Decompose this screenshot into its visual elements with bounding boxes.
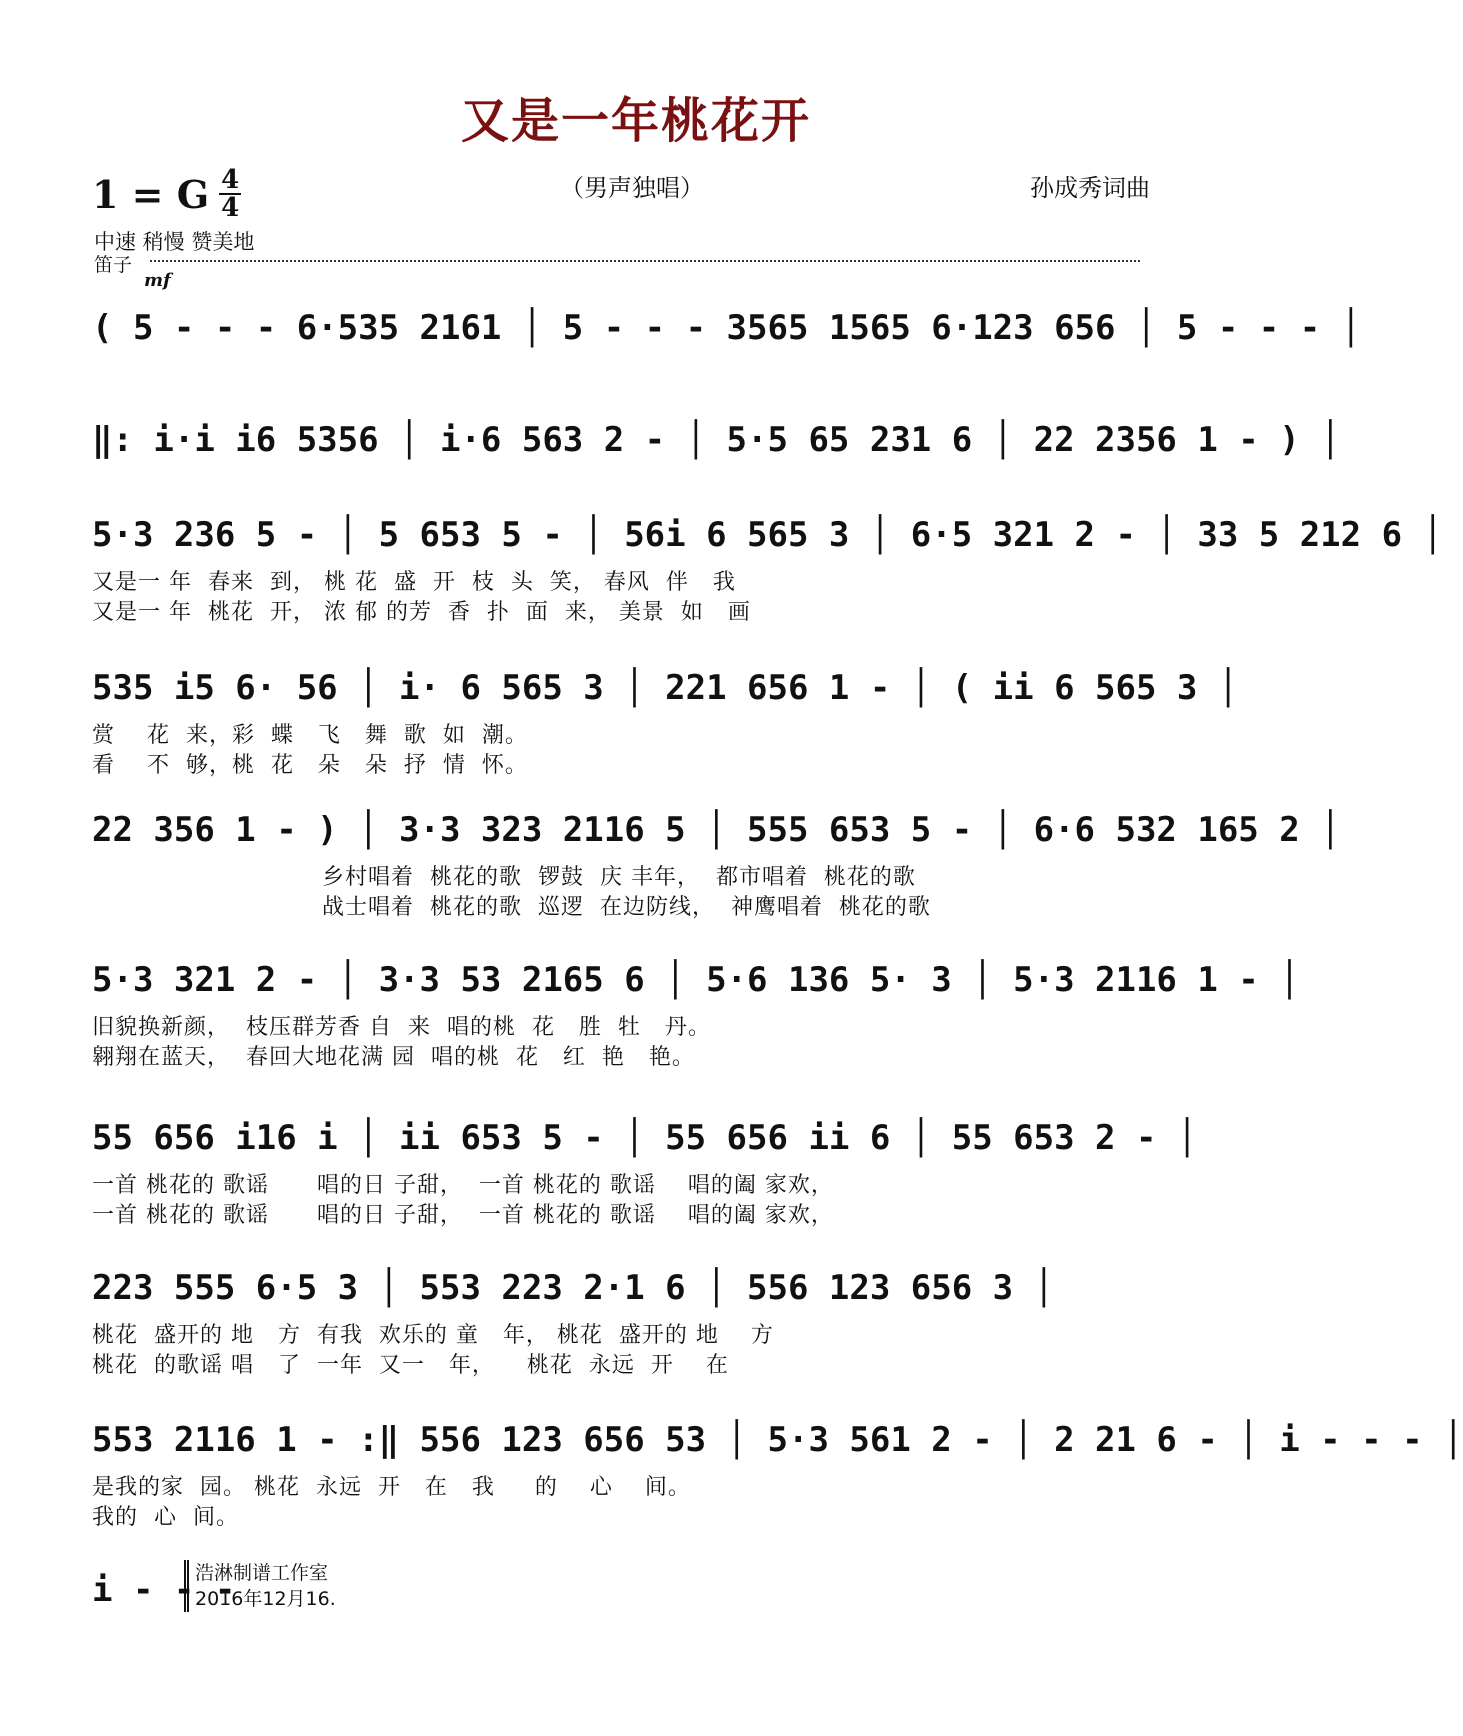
lyric-verse-2: 战士唱着 桃花的歌 巡逻 在边防线， 神鹰唱着 桃花的歌 <box>322 895 931 920</box>
composer-credit: 孙成秀词曲 <box>1030 174 1150 202</box>
notation-line: ‖: i·i i6 5356 │ i·6 563 2 - │ 5·5 65 231 6 │ 22 2356 1 - ) │ <box>92 420 1341 460</box>
notation-line: 553 2116 1 - :‖ 556 123 656 53 │ 5·3 561 2 - │ 2 21 6 - │ i - - - │ <box>92 1420 1463 1460</box>
score-system-3 <box>92 505 1444 625</box>
notation-line: 22 356 1 - ) │ 3·3 323 2116 5 │ 555 653 5 - │ 6·6 532 165 2 │ <box>92 810 1341 850</box>
notation-line: 535 i5 6· 56 │ i· 6 565 3 │ 221 656 1 - │ ( ii 6 565 3 │ <box>92 668 1239 708</box>
meter-bottom: 4 <box>221 193 240 223</box>
lyric-verse-1: 旧貌换新颜， 枝压群芳香 自 来 唱的桃 花 胜 牡 丹。 <box>92 1015 711 1040</box>
notation-line: 55 656 i16 i │ ii 653 5 - │ 55 656 ii 6 │ 55 653 2 - │ <box>92 1118 1198 1158</box>
notation-line: 5·3 236 5 - │ 5 653 5 - │ 56i 6 565 3 │ 6·5 321 2 - │ 33 5 212 6 │ <box>92 515 1444 555</box>
lyric-verse-2: 看 不 够，桃 花 朵 朵 抒 情 怀。 <box>92 753 528 778</box>
instrument-dotted-line <box>150 260 1140 262</box>
key-label: 1 = G <box>92 171 210 217</box>
score-system-9 <box>92 1410 1463 1530</box>
studio-credit <box>184 1560 336 1612</box>
lyric-verse-1: 桃花 盛开的 地 方 有我 欢乐的 童 年， 桃花 盛开的 地 方 <box>92 1323 774 1348</box>
score-system-1 <box>92 298 1362 358</box>
score-system-7 <box>92 1108 1198 1228</box>
score-system-8 <box>92 1258 1172 1378</box>
score-system-5 <box>92 800 1341 920</box>
score-system-4 <box>92 658 1239 778</box>
score-system-2 <box>92 410 1341 470</box>
lyric-verse-2: 我的 心 间。 <box>92 1505 239 1530</box>
studio-date: 2016年12月16. <box>195 1588 336 1610</box>
lyric-verse-1: 又是一 年 春来 到， 桃 花 盛 开 枝 头 笑， 春风 伴 我 <box>92 570 736 595</box>
lyric-verse-2: 又是一 年 桃花 开， 浓 郁 的芳 香 扑 面 来， 美景 如 画 <box>92 600 751 625</box>
studio-name: 浩淋制谱工作室 <box>195 1562 329 1584</box>
key-signature <box>92 165 241 223</box>
meter-top: 4 <box>221 165 240 195</box>
notation-line: ( 5 - - - 6·535 2161 │ 5 - - - 3565 1565 6·123 656 │ 5 - - - │ <box>92 308 1362 348</box>
notation-line: 5·3 321 2 - │ 3·3 53 2165 6 │ 5·6 136 5· 3 │ 5·3 2116 1 - │ <box>92 960 1300 1000</box>
notation-line: i - - - <box>92 1570 236 1610</box>
lyric-verse-2: 翱翔在蓝天， 春回大地花满 园 唱的桃 花 红 艳 艳。 <box>92 1045 695 1070</box>
instrument-label: 笛子 <box>94 254 133 276</box>
lyric-verse-1: 是我的家 园。 桃花 永远 开 在 我 的 心 间。 <box>92 1475 691 1500</box>
lyric-verse-2: 一首 桃花的 歌谣 唱的日 子甜， 一首 桃花的 歌谣 唱的阖 家欢， <box>92 1203 834 1228</box>
subtitle: （男声独唱） <box>560 174 704 202</box>
lyric-verse-1: 赏 花 来，彩 蝶 飞 舞 歌 如 潮。 <box>92 723 528 748</box>
time-signature <box>219 165 241 223</box>
lyric-verse-2: 桃花 的歌谣 唱 了 一年 又一 年， 桃花 永远 开 在 <box>92 1353 729 1378</box>
notation-line: 223 555 6·5 3 │ 553 223 2·1 6 │ 556 123 656 3 │ <box>92 1268 1055 1308</box>
lyric-verse-1: 一首 桃花的 歌谣 唱的日 子甜， 一首 桃花的 歌谣 唱的阖 家欢， <box>92 1173 834 1198</box>
dynamic-marking: mf <box>144 270 171 291</box>
song-title: 又是一年桃花开 <box>460 93 811 149</box>
tempo-marking: 中速 稍慢 赞美地 <box>94 230 255 254</box>
lyric-verse-1: 乡村唱着 桃花的歌 锣鼓 庆 丰年， 都市唱着 桃花的歌 <box>322 865 916 890</box>
score-system-6 <box>92 950 1300 1070</box>
